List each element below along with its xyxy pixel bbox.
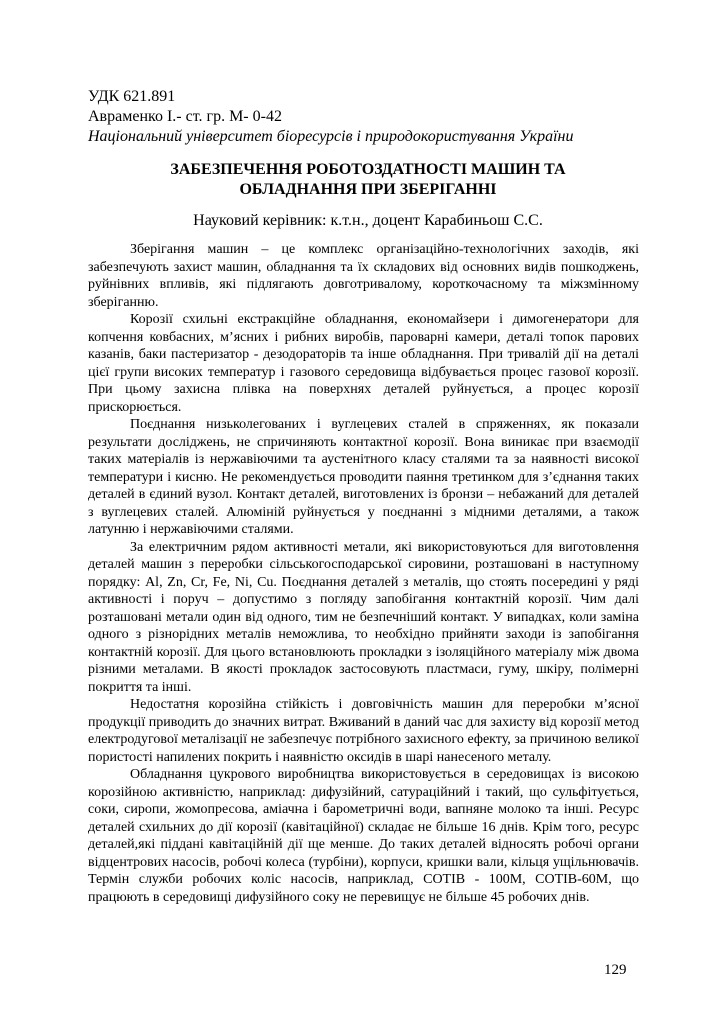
body-paragraph: За електричним рядом активності метали, які використовуються для виготовлення деталей машин з переробки сільськогосподарської сировини, розташовані в наступному порядку: Al, Zn, Cr, Fe, Ni, Cu. Поєднання деталей з металів, що стоять посередині у ряді активності і поруч – допустимо з погляду запобігання контактній корозії. Чим далі розташовані метали один від одного, тим не безпечніший контакт. У випадках, коли заміна одного з різнорідних металів неможлива, то необхідно прийняти заходи із запобігання контактній корозії. Для цього встановлюють прокладки з ізоляційного матеріалу між двома різними металами. В якості прокладок застосовують пластмаси, гуму, шкіру, полімерні покриття та інші.: [88, 539, 639, 695]
body-paragraph: Недостатня корозійна стійкість і довговічність машин для переробки м’ясної продукції приводить до значних витрат. Вживаний в даний час для захисту від корозії метод електродугової металізації не забезпечує потрібного захисного ефекту, за причиною великої пористості напилених покрить і наявністю оксидів в шарі нанесеного металу.: [88, 697, 639, 765]
title-line-1: ЗАБЕЗПЕЧЕННЯ РОБОТОЗДАТНОСТІ МАШИН ТА: [170, 161, 566, 178]
page-number: 129: [604, 962, 627, 978]
paper-body: [88, 241, 639, 906]
body-paragraph: Поєднання низьколегованих і вуглецевих сталей в спряженнях, як показали результати досліджень, не спричиняють контактної корозії. Вона виникає при взаємодії таких матеріалів із нержавіючими та аустенітного класу сталями та за наявності високої температури і кисню. Не рекомендується проводити паяння третинком для з’єднання таких деталей в єдиний вузол. Контакт деталей, виготовлених із бронзи – небажаний для деталей з вуглецевих сталей. Алюміній руйнується у поєднанні з мідними деталями, а також латунню і нержавіючими сталями.: [88, 417, 639, 537]
body-paragraph: Обладнання цукрового виробництва використовується в середовищах із високою корозійною активністю, наприклад: дифузійний, сатураційний і такий, що сульфітується, соки, сиропи, жомопресова, аміачна і барометричні води, вапняне молоко та інші. Ресурс деталей схильних до дії корозії (кавітаційної) складає не більше 16 днів. Крім того, ресурс деталей,які піддані кавітаційній дії ще менше. До таких деталей відносять робочі органи відцентрових насосів, робочі колеса (турбіни), корпуси, кришки вали, кільця ущільнювачів. Термін служби робочих коліс насосів, наприклад, СОТІВ - 100М, СОТІВ-60М, що працюють в середовищі дифузійного соку не перевищує не більше 45 робочих днів.: [88, 767, 639, 905]
university-affiliation: Національний університет біоресурсів і природокористування України: [88, 128, 574, 145]
body-paragraph: Зберігання машин – це комплекс організаційно-технологічних заходів, які забезпечують захист машин, обладнання та їх складових від основних видів пошкоджень, руйнівних впливів, які підлягають довготривалому, короткочасному та міжзмінному зберіганню.: [88, 242, 639, 310]
paper-title: [88, 160, 648, 200]
scientific-advisor: Науковий керівник: к.т.н., доцент Карабиньош С.С.: [193, 212, 543, 229]
udk-code: УДК 621.891: [88, 88, 176, 105]
title-line-2: ОБЛАДНАННЯ ПРИ ЗБЕРІГАННІ: [239, 181, 497, 198]
author-line: Авраменко І.- ст. гр. М- 0-42: [88, 108, 282, 125]
body-paragraph: Корозії схильні екстракційне обладнання, економайзери і димогенератори для копчення ковбасних, м’ясних і рибних виробів, пароварні камери, деталі топок парових казанів, баки пастеризатор - дезодораторів та інше обладнання. При тривалій дії на деталі цієї групи високих температур і газового середовища відбувається процес газової корозії. При цьому захисна плівка на поверхнях деталей руйнується, а процес корозії прискорюється.: [88, 312, 639, 415]
